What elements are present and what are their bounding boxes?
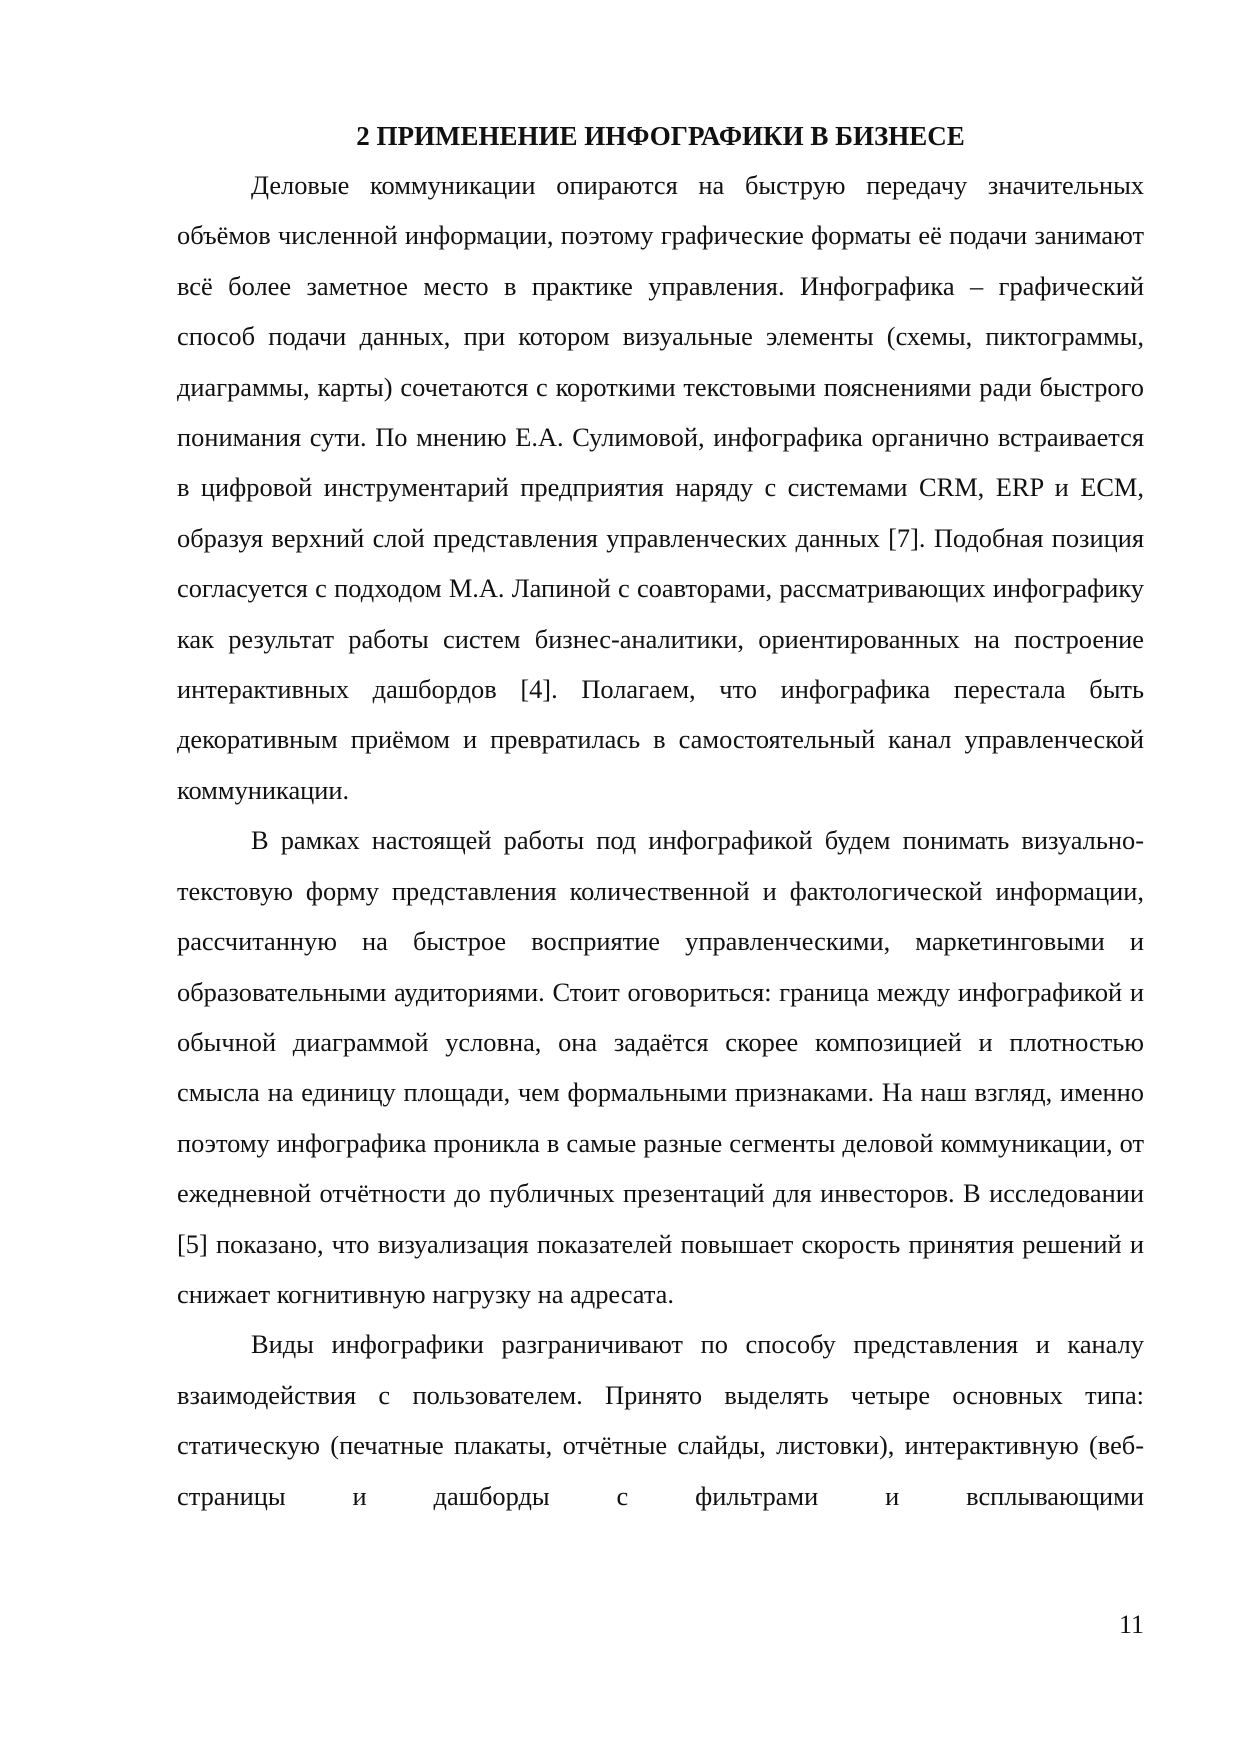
page-number: 11 bbox=[1118, 1610, 1144, 1639]
paragraph-1: Деловые коммуникации опираются на быструю передачу значительных объёмов численной информации, поэтому графические форматы её подачи занимают всё более заметное место в практике управления. Инфографика – графический способ подачи данных, при котором визуальные элементы (схемы, пиктограммы, диаграммы, карты) сочетаются с короткими текстовыми пояснениями ради быстрого понимания сути. По мнению Е.А. Сулимовой, инфографика органично встраивается в цифровой инструментарий предприятия наряду с системами CRM, ERP и ECM, образуя верхний слой представления управленческих данных [7]. Подобная позиция согласуется с подходом М.А. Лапиной с соавторами, рассматривающих инфографику как результат работы систем бизнес-аналитики, ориентированных на построение интерактивных дашбордов [4]. Полагаем, что инфографика перестала быть декоративным приёмом и превратилась в самостоятельный канал управленческой коммуникации. bbox=[177, 170, 1144, 805]
section-heading: 2 ПРИМЕНЕНИЕ ИНФОГРАФИКИ В БИЗНЕСЕ bbox=[356, 121, 965, 151]
paragraph-2: В рамках настоящей работы под инфографикой будем понимать визуально-текстовую форму представления количественной и фактологической информации, рассчитанную на быстрое восприятие управленческими, маркетинговыми и образовательными аудиториями. Стоит оговориться: граница между инфографикой и обычной диаграммой условна, она задаётся скорее композицией и плотностью смысла на единицу площади, чем формальными признаками. На наш взгляд, именно поэтому инфографика проникла в самые разные сегменты деловой коммуникации, от ежедневной отчётности до публичных презентаций для инвесторов. В исследовании [5] показано, что визуализация показателей повышает скорость принятия решений и снижает когнитивную нагрузку на адресата. bbox=[177, 825, 1144, 1309]
page-content bbox=[177, 112, 1144, 1571]
paragraph-3: Виды инфографики разграничивают по способу представления и каналу взаимодействия с пользователем. Принято выделять четыре основных типа: статическую (печатные плакаты, отчётные слайды, листовки), интерактивную (веб-страницы и дашборды с фильтрами и всплывающими bbox=[177, 1329, 1144, 1511]
